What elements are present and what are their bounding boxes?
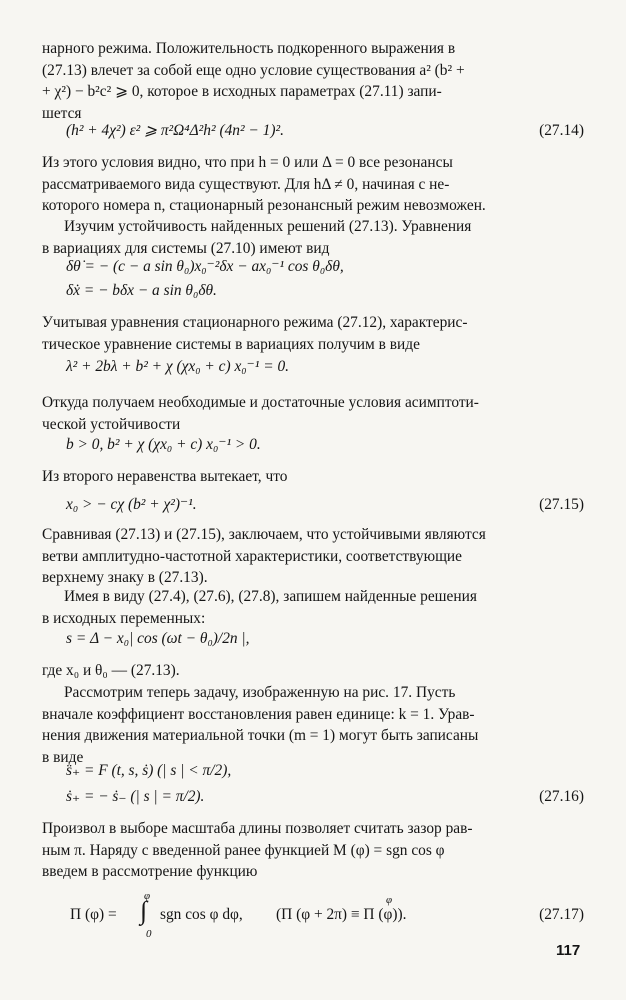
text-line: Учитывая уравнения стационарного режима (27.12), характерис- <box>42 314 468 331</box>
equation-number: (27.17) <box>539 906 584 923</box>
text-line: в виде <box>42 748 84 766</box>
equation-text: s̈₊ = F (t, s, ṡ) (| s | < π/2), <box>66 762 232 779</box>
equation-text: s = Δ − x₀| cos (ωt − θ₀)/2n |, <box>66 630 250 647</box>
text-line: в исходных переменных: <box>42 609 206 627</box>
text-line: (27.13) влечет за собой еще одно условие существования a² (b² + <box>42 61 465 79</box>
equation-text: λ² + 2bλ + b² + χ (χx₀ + c) x₀⁻¹ = 0. <box>66 358 290 375</box>
equation-number: (27.16) <box>539 788 584 805</box>
paragraph-9 <box>42 660 590 682</box>
text-line: шется <box>42 104 82 122</box>
paragraph-10 <box>42 682 590 768</box>
paragraph-6 <box>42 466 590 488</box>
equation-text: (h² + 4χ²) ε² ⩾ π²Ω⁴Δ²h² (4n² − 1)². <box>66 122 284 139</box>
equation-rhs: (Π (φ + 2π) ≡ Π (φ)). <box>276 906 407 923</box>
equation-text: b > 0, b² + χ (χx₀ + c) x₀⁻¹ > 0. <box>66 436 261 453</box>
text-line: которого номера n, стационарный резонансный режим невозможен. <box>42 197 486 214</box>
paragraph-3 <box>42 216 590 259</box>
integral-lower-limit: 0 <box>146 928 152 940</box>
text-line: где x₀ и θ₀ — (27.13). <box>42 662 180 679</box>
variation-equation-2 <box>66 280 586 302</box>
text-line: введем в рассмотрение функцию <box>42 863 258 880</box>
integrand: sgn cos φ dφ, <box>160 906 243 923</box>
text-line: Имея в виду (27.4), (27.6), (27.8), запишем найденные решения <box>64 588 477 605</box>
text-line: тическое уравнение системы в вариациях получим в виде <box>42 335 420 353</box>
text-line: Рассмотрим теперь задачу, изображенную на рис. 17. Пусть <box>64 684 456 701</box>
equation-27-16-line-2 <box>66 786 586 808</box>
equation-number: (27.15) <box>539 496 584 513</box>
equation-text: δẋ = − bδx − a sin θ₀δθ. <box>66 282 217 299</box>
solution-equation <box>66 628 586 650</box>
paragraph-11 <box>42 818 590 883</box>
over-equiv-symbol: φ <box>386 894 393 906</box>
paragraph-5 <box>42 392 590 435</box>
equation-text: δθ̇ = − (c − a sin θ₀)x₀⁻²δx − ax₀⁻¹ cos θ₀δθ, <box>66 258 344 275</box>
text-line: Из второго неравенства вытекает, что <box>42 468 288 485</box>
equation-27-15 <box>66 494 586 516</box>
equation-lhs: Π (φ) = <box>70 906 117 923</box>
text-line: Из этого условия видно, что при h = 0 или Δ = 0 все резонансы <box>42 154 453 171</box>
stability-condition <box>66 434 586 456</box>
text-line: ческой устойчивости <box>42 415 181 433</box>
equation-27-14 <box>66 120 586 142</box>
equation-27-16-line-1 <box>66 760 586 782</box>
paragraph-4 <box>42 312 590 355</box>
text-line: Откуда получаем необходимые и достаточные условия асимптоти- <box>42 394 479 411</box>
integral-sign: ∫ <box>140 896 148 925</box>
equation-number: (27.14) <box>539 122 584 139</box>
text-line: нарного режима. Положительность подкоренного выражения в <box>42 40 456 57</box>
text-line: верхнему знаку в (27.13). <box>42 569 208 586</box>
page-number: 117 <box>556 942 581 959</box>
equation-text: ṡ₊ = − ṡ₋ (| s | = π/2). <box>66 788 205 805</box>
text-line: + χ²) − b²c² ⩾ 0, которое в исходных параметрах (27.11) запи- <box>42 83 442 100</box>
text-line: рассматриваемого вида существуют. Для hΔ ≠ 0, начиная с не- <box>42 175 450 193</box>
paragraph-1 <box>42 38 590 124</box>
integral-upper-limit: φ <box>144 890 151 902</box>
equation-27-17 <box>66 890 586 940</box>
paragraph-8 <box>42 586 590 629</box>
equation-text: x₀ > − cχ (b² + χ²)⁻¹. <box>66 496 197 513</box>
text-line: вначале коэффициент восстановления равен единице: k = 1. Урав- <box>42 705 475 723</box>
text-line: Произвол в выборе масштаба длины позволяет считать зазор рав- <box>42 820 473 837</box>
variation-equation-1 <box>66 256 586 278</box>
text-line: ветви амплитудно-частотной характеристики, соответствующие <box>42 547 462 565</box>
text-line: Изучим устойчивость найденных решений (27.13). Уравнения <box>64 218 472 235</box>
paragraph-2 <box>42 152 590 217</box>
text-line: Сравнивая (27.13) и (27.15), заключаем, что устойчивыми являются <box>42 526 486 543</box>
characteristic-equation <box>66 356 586 378</box>
text-line: ным π. Наряду с введенной ранее функцией M (φ) = sgn cos φ <box>42 841 445 859</box>
text-line: в вариациях для системы (27.10) имеют вид <box>42 239 330 257</box>
text-line: нения движения материальной точки (m = 1) могут быть записаны <box>42 727 479 744</box>
paragraph-7 <box>42 524 590 589</box>
